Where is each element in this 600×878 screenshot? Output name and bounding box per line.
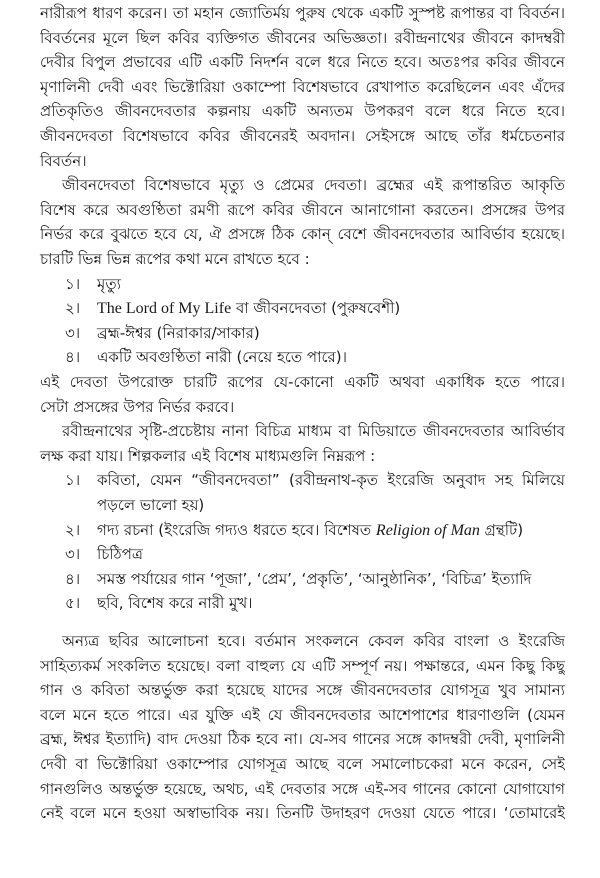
text-segment: চিঠিপত্র bbox=[97, 545, 143, 564]
list-number: ৪। bbox=[65, 348, 81, 367]
text-segment: পড়লে ভালো হয়) bbox=[97, 496, 205, 514]
text-segment: লক্ষ করা যায়। শিল্পকলার এই বিশেষ মাধ্যমগুলি নিম্নরূপ : bbox=[40, 446, 376, 465]
text-line bbox=[97, 494, 204, 516]
text-line bbox=[40, 753, 565, 775]
list-number: ২। bbox=[65, 299, 81, 318]
text-line bbox=[97, 543, 143, 565]
text-line bbox=[40, 76, 565, 98]
text-line bbox=[40, 223, 565, 245]
text-segment: অন্যত্র ছবির আলোচনা হবে। বর্তমান সংকলনে কেবল কবির বাংলা ও ইংরেজি bbox=[62, 632, 565, 650]
text-line bbox=[40, 396, 234, 418]
list-number: ৫। bbox=[65, 594, 81, 613]
text-line bbox=[97, 346, 347, 368]
text-segment: সেটা প্রসঙ্গের উপর নির্ভর করবে। bbox=[40, 397, 235, 416]
text-segment: ব্রহ্ম, ঈশ্বর ইত্যাদি) বাদ দেওয়া ঠিক হবে না। যে-সব গানের সঙ্গে কাদম্বরী দেবী, মৃণালিনী bbox=[40, 730, 565, 749]
text-line bbox=[62, 420, 565, 442]
text-segment: গদ্য রচনা (ইংরেজি গদ্যও ধরতে হবে। বিশেষত bbox=[97, 520, 376, 539]
text-segment: সমস্ত পর্যায়ের গান ‘পূজা’, ‘প্রেম’, ‘প্রকৃতি’, ‘আনুষ্ঠানিক’, ‘বিচিত্র’ ইত্যাদি bbox=[97, 569, 532, 588]
text-segment: বলে মনে হতে পারে। এর যুক্তি এই যে জীবনদেবতার আশেপাশের ধারণাগুলি (যেমন bbox=[40, 705, 565, 724]
text-line bbox=[40, 2, 565, 24]
text-line bbox=[40, 27, 565, 49]
text-line bbox=[97, 322, 260, 344]
text-line bbox=[40, 248, 310, 270]
text-line bbox=[40, 150, 87, 172]
text-segment: বা জীবনদেবতা (পুরুষবেশী) bbox=[231, 299, 401, 318]
text-line bbox=[40, 704, 565, 726]
text-segment: বিশেষ করে অবগুণ্ঠিতা রমণী রূপে কবির জীবনে আনাগোনা করতেন। প্রসঙ্গের উপর bbox=[40, 200, 565, 219]
text-line bbox=[40, 728, 565, 750]
list-number: ৪। bbox=[65, 569, 81, 588]
text-segment: একটি অবগুণ্ঠিতা নারী (নেয়ে হতে পারে)। bbox=[97, 348, 347, 367]
text-line bbox=[97, 568, 531, 590]
text-line bbox=[97, 469, 565, 491]
text-line bbox=[40, 802, 565, 824]
text-segment: রবীন্দ্রনাথের সৃষ্টি-প্রচেষ্টায় নানা বিচিত্র মাধ্যম বা মিডিয়াতে জীবনদেবতার আবির্ভাব bbox=[62, 422, 565, 441]
text-line bbox=[40, 51, 565, 73]
list-number: ৩। bbox=[65, 545, 81, 564]
text-line bbox=[40, 679, 565, 701]
text-segment: নারীরূপ ধারণ করেন। তা মহান জ্যোতির্ময় পুরুষ থেকে একটি সুস্পষ্ট রূপান্তর বা বিবর্তন। bbox=[40, 4, 565, 22]
english-text: Religion of Man bbox=[375, 521, 480, 539]
text-line bbox=[40, 778, 565, 800]
text-segment: প্রতিকৃতিও জীবনদেবতার কল্পনায় একটি অন্যতম উপকরণ বলে ধরে নিতে হবে। bbox=[40, 102, 565, 121]
text-segment: দেবীর বিপুল প্রভাবের এটি একটি নিদর্শন বলে ধরে নিতে হবে। অতঃপর কবির জীবনে bbox=[40, 53, 565, 72]
text-segment: ছবি, বিশেষ করে নারী মুখ। bbox=[97, 594, 253, 613]
list-number: ২। bbox=[65, 520, 81, 539]
text-segment: এই দেবতা উপরোক্ত চারটি রূপের যে-কোনো একটি অথবা একাধিক হতে পারে। bbox=[40, 373, 565, 391]
text-segment: জীবনদেবতা বিশেষভাবে মৃত্যু ও প্রেমের দেবতা। ব্রহ্মের এই রূপান্তরিত আকৃতি bbox=[62, 176, 565, 195]
text-segment: নির্ভর করে বুঝতে হবে যে, ঐ প্রসঙ্গে ঠিক কোন্ বেশে জীবনদেবতার আবির্ভাব হয়েছে। bbox=[40, 225, 565, 244]
text-segment: জীবনদেবতা বিশেষভাবে কবির জীবনেরই অবদান। সেইসঙ্গে আছে তাঁর ধর্মচেতনার bbox=[40, 127, 565, 145]
text-segment: ব্রহ্ম-ঈশ্বর (নিরাকার/সাকার) bbox=[97, 323, 260, 342]
text-line bbox=[97, 273, 121, 295]
list-number: ৩। bbox=[65, 323, 81, 342]
text-segment: চারটি ভিন্ন ভিন্ন রূপের কথা মনে রাখতে হবে : bbox=[40, 250, 310, 268]
text-segment: বিবর্তন। bbox=[40, 151, 87, 170]
text-segment: বিবর্তনের মূলে ছিল কবির ব্যক্তিগত জীবনের অভিজ্ঞতা। রবীন্দ্রনাথের জীবনে কাদম্বরী bbox=[40, 28, 565, 47]
text-segment: গানগুলিও অন্তর্ভুক্ত হয়েছে, অথচ, এই দেবতার সঙ্গে এই-সব গানের কোনো যোগাযোগ bbox=[40, 779, 565, 798]
list-number: ১। bbox=[65, 471, 81, 490]
text-line bbox=[40, 100, 565, 122]
text-segment: মৃণালিনী দেবী এবং ভিক্টোরিয়া ওকাম্পো বিশেষভাবে রেখাপাত করেছিলেন এবং এঁদের bbox=[40, 77, 565, 96]
text-line bbox=[40, 199, 565, 221]
text-segment: গ্রন্থটি) bbox=[479, 520, 524, 539]
text-line bbox=[40, 655, 565, 677]
text-segment: মৃত্যু bbox=[97, 274, 121, 293]
english-text: The Lord of My Life bbox=[97, 300, 232, 318]
list-number: ১। bbox=[65, 274, 81, 293]
text-segment: নেই বলে মনে হওয়া অস্বাভাবিক নয়। তিনটি উদাহরণ দেওয়া যেতে পারে। ‘তোমারেই bbox=[40, 804, 565, 823]
text-segment: দেবী বা ভিক্টোরিয়া ওকাম্পোর যোগসূত্র আছে বলে সমালোচকেরা মনে করেন, সেই bbox=[40, 755, 565, 773]
text-line bbox=[40, 125, 565, 147]
text-line bbox=[40, 371, 565, 393]
text-segment: কবিতা, যেমন “জীবনদেবতা” (রবীন্দ্রনাথ-কৃত ইংরেজি অনুবাদ সহ মিলিয়ে bbox=[97, 471, 565, 490]
text-line bbox=[62, 630, 565, 652]
text-line bbox=[62, 174, 565, 196]
text-line bbox=[40, 445, 375, 467]
text-line bbox=[97, 592, 253, 614]
text-segment: গান ও কবিতা অন্তর্ভুক্ত করা হয়েছে যাদের সঙ্গে জীবনদেবতার যোগসূত্র খুব সামান্য bbox=[40, 681, 565, 700]
text-line bbox=[97, 519, 523, 541]
text-segment: সাহিত্যকর্ম সংকলিত হয়েছে। বলা বাহুল্য যে এটি সম্পূর্ণ নয়। পক্ষান্তরে, এমন কিছু কিছু bbox=[40, 656, 565, 675]
text-line bbox=[97, 297, 400, 319]
